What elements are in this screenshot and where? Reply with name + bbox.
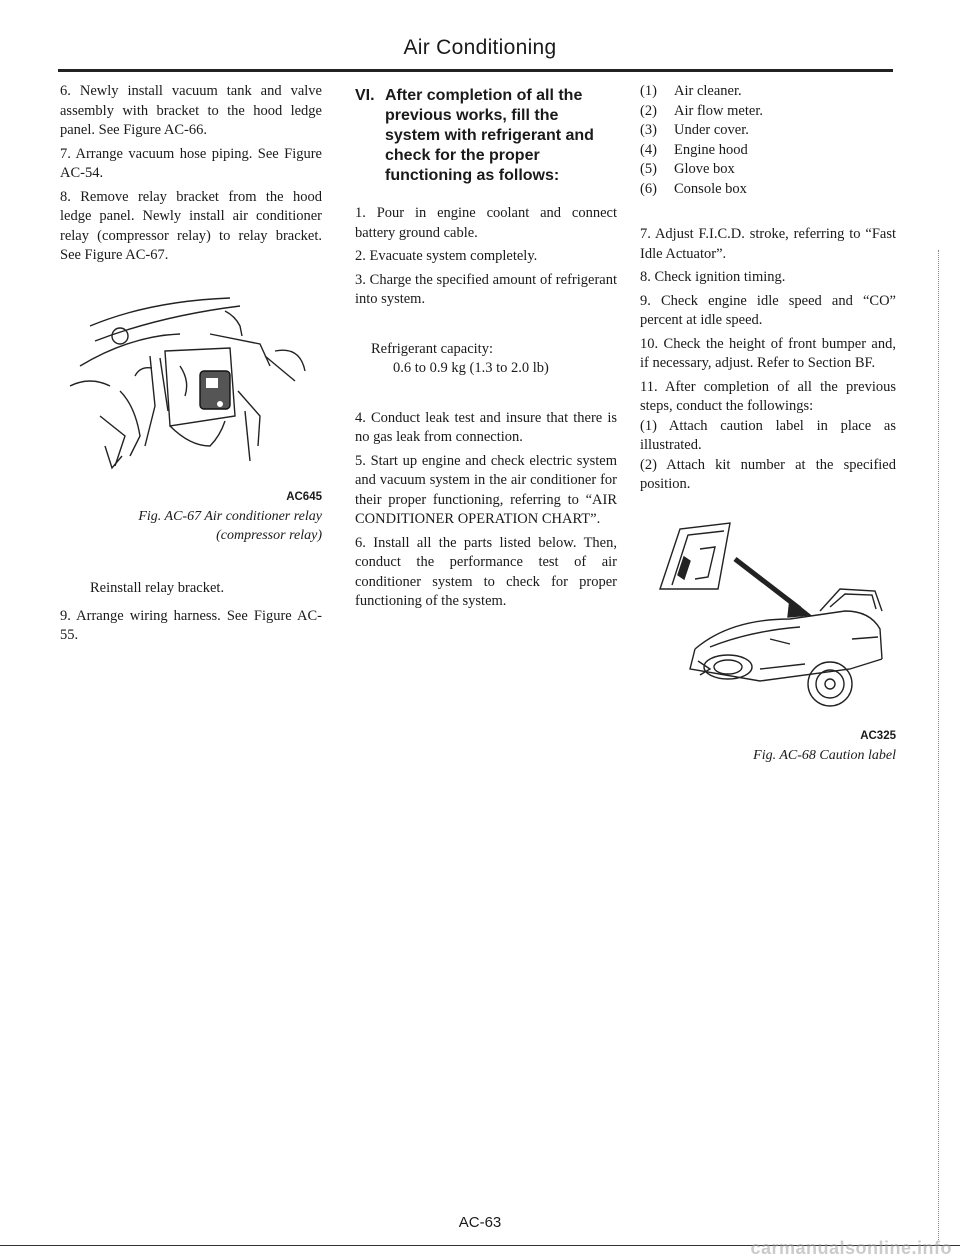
list-item: (2) Air flow meter. bbox=[640, 102, 763, 119]
refrigerant-value: 0.6 to 0.9 kg (1.3 to 2.0 lb) bbox=[393, 360, 549, 376]
step-3-text: 3. Charge the specified amount of refrigerant into system. bbox=[355, 271, 617, 307]
column-left bbox=[60, 82, 322, 650]
step-10-text: 10. Check the height of front bumper and, if necessary, adjust. Refer to Section BF. bbox=[640, 335, 896, 371]
refrigerant-spec bbox=[371, 340, 617, 379]
list-item: (4) Engine hood bbox=[640, 141, 748, 158]
reinstall-text: Reinstall relay bracket. bbox=[90, 580, 225, 596]
header-rule bbox=[58, 69, 893, 72]
figure-ac68 bbox=[640, 519, 896, 766]
section-heading bbox=[355, 86, 617, 186]
step-11a-text: (1) Attach caution label in place as illustrated. bbox=[640, 417, 896, 453]
watermark: carmanualsonline.info bbox=[750, 1238, 952, 1258]
figure-code: AC645 bbox=[286, 490, 322, 503]
page-number: AC-63 bbox=[458, 1214, 502, 1231]
step-6-text: 6. Newly install vacuum tank and valve assembly with bracket to the hood ledge panel. See Figure AC-66. bbox=[60, 83, 322, 138]
figure-ac67 bbox=[60, 296, 322, 546]
scan-edge-line bbox=[938, 250, 939, 1240]
refrigerant-label: Refrigerant capacity: bbox=[371, 340, 493, 357]
relay-illustration bbox=[60, 296, 322, 486]
section-number: VI. bbox=[355, 87, 375, 104]
step-11b-text: (2) Attach kit number at the specified position. bbox=[640, 456, 896, 492]
step-9b-text: 9. Check engine idle speed and “CO” percent at idle speed. bbox=[640, 292, 896, 328]
column-middle bbox=[355, 82, 617, 616]
step-6b-text: 6. Install all the parts listed below. Then, conduct the performance test of air conditioner system to check for proper functioning of the system. bbox=[355, 534, 617, 609]
list-item: (6) Console box bbox=[640, 180, 747, 197]
step-2-text: 2. Evacuate system completely. bbox=[355, 248, 538, 264]
step-5-text: 5. Start up engine and check electric system and vacuum system in the air conditioner for their proper functioning, referring to “AIR CONDITIONER OPERATION CHART”. bbox=[355, 452, 617, 527]
step-4-text: 4. Conduct leak test and insure that there is no gas leak from connection. bbox=[355, 409, 617, 445]
list-item: (1) Air cleaner. bbox=[640, 83, 742, 99]
parts-list bbox=[640, 82, 896, 199]
column-right bbox=[640, 82, 896, 765]
step-9-text: 9. Arrange wiring harness. See Figure AC-55. bbox=[60, 607, 322, 643]
step-1-text: 1. Pour in engine coolant and connect battery ground cable. bbox=[355, 205, 617, 241]
list-item: (5) Glove box bbox=[640, 161, 735, 177]
figure-caption: Fig. AC-68 Caution label bbox=[753, 748, 896, 763]
section-heading-text: After completion of all the previous works, fill the system with refrigerant and check for the proper functioning as follows: bbox=[385, 87, 594, 184]
figure-caption: Fig. AC-67 Air conditioner relay bbox=[138, 509, 322, 524]
step-8-text: 8. Remove relay bracket from the hood ledge panel. Newly install air conditioner relay (compressor relay) to relay bracket. See Figure AC-67. bbox=[60, 188, 322, 263]
step-11-text: 11. After completion of all the previous steps, conduct the followings: bbox=[640, 378, 896, 414]
step-7b-text: 7. Adjust F.I.C.D. stroke, referring to “Fast Idle Actuator”. bbox=[640, 226, 896, 262]
step-8b-text: 8. Check ignition timing. bbox=[640, 269, 786, 285]
list-item: (3) Under cover. bbox=[640, 122, 749, 138]
page-title: Air Conditioning bbox=[403, 36, 557, 59]
step-7-text: 7. Arrange vacuum hose piping. See Figure AC-54. bbox=[60, 145, 322, 181]
figure-caption-cont: (compressor relay) bbox=[216, 528, 322, 543]
car-caution-label-illustration bbox=[640, 519, 896, 719]
figure-code: AC325 bbox=[860, 729, 896, 742]
